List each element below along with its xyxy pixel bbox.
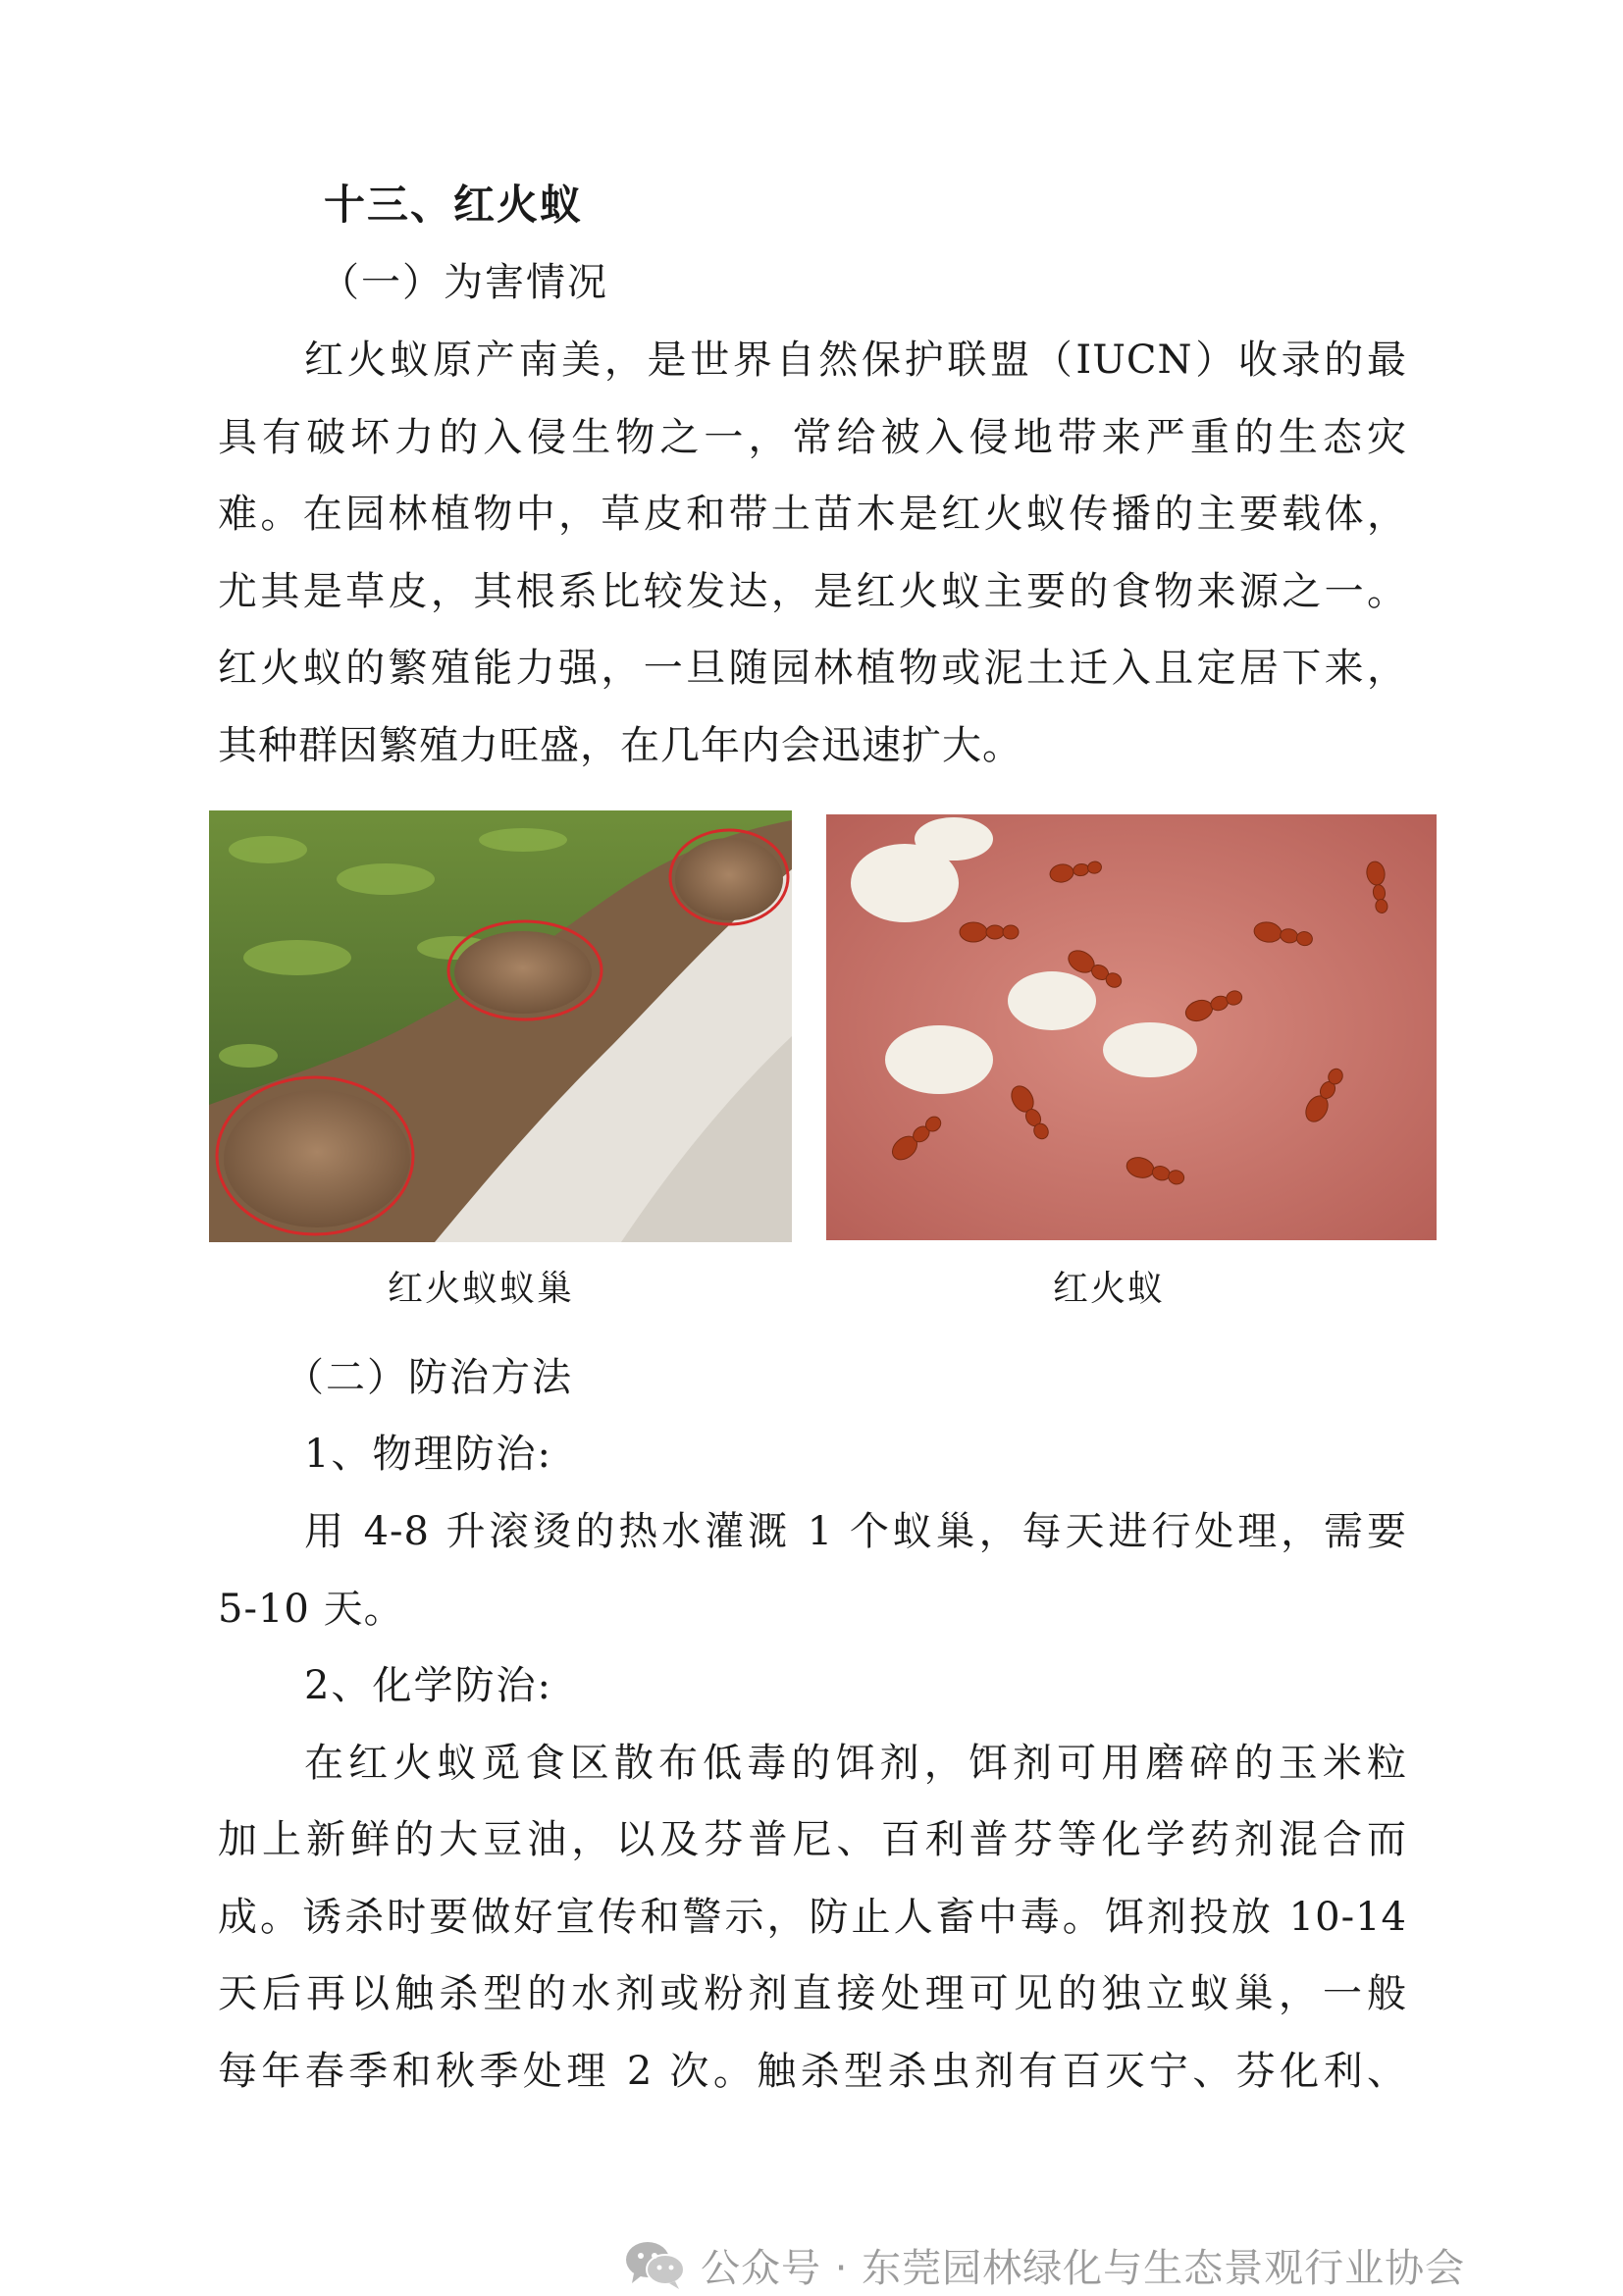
ant-mound-photo (209, 810, 792, 1242)
physical-line-2: 5-10 天。 (218, 1587, 404, 1632)
harm-line-4: 尤其是草皮，其根系比较发达，是红火蚁主要的食物来源之一。 (218, 569, 1407, 614)
ant-mound-illustration (209, 810, 792, 1242)
chemical-line-1: 在红火蚁觅食区散布低毒的饵剂，饵剂可用磨碎的玉米粒 (304, 1741, 1407, 1786)
harm-heading: （一）为害情况 (320, 260, 608, 305)
footer-text: 公众号 · 东莞园林绿化与生态景观行业协会 (701, 2245, 1466, 2291)
control-heading: （二）防治方法 (285, 1355, 573, 1400)
chemical-line-4: 天后再以触杀型的水剂或粉剂直接处理可见的独立蚁巢，一般 (218, 1971, 1407, 2016)
chemical-line-5: 每年春季和秋季处理 2 次。触杀型杀虫剂有百灭宁、芬化利、 (218, 2049, 1407, 2094)
right-photo-caption: 红火蚁 (1052, 1269, 1165, 1309)
harm-line-5: 红火蚁的繁殖能力强，一旦随园林植物或泥土迁入且定居下来， (218, 646, 1407, 691)
fire-ant-illustration (826, 814, 1437, 1240)
physical-heading: 1、物理防治: (304, 1432, 552, 1477)
wechat-watermark (624, 2233, 1465, 2296)
wechat-icon (624, 2238, 687, 2291)
fire-ant-photo (826, 814, 1437, 1240)
harm-line-1: 红火蚁原产南美，是世界自然保护联盟（IUCN）收录的最 (304, 338, 1407, 383)
harm-line-2: 具有破坏力的入侵生物之一，常给被入侵地带来严重的生态灾 (218, 415, 1407, 460)
left-photo-caption: 红火蚁蚁巢 (387, 1269, 574, 1309)
harm-line-6: 其种群因繁殖力旺盛，在几年内会迅速扩大。 (218, 723, 1022, 768)
chemical-line-2: 加上新鲜的大豆油，以及芬普尼、百利普芬等化学药剂混合而 (218, 1817, 1407, 1862)
physical-line-1: 用 4-8 升滚烫的热水灌溉 1 个蚁巢，每天进行处理，需要 (304, 1509, 1407, 1554)
harm-line-3: 难。在园林植物中，草皮和带土苗木是红火蚁传播的主要载体， (218, 492, 1407, 537)
chemical-heading: 2、化学防治: (304, 1663, 552, 1708)
section-title: 十三、红火蚁 (324, 181, 584, 229)
chemical-line-3: 成。诱杀时要做好宣传和警示，防止人畜中毒。饵剂投放 10-14 (218, 1895, 1407, 1940)
